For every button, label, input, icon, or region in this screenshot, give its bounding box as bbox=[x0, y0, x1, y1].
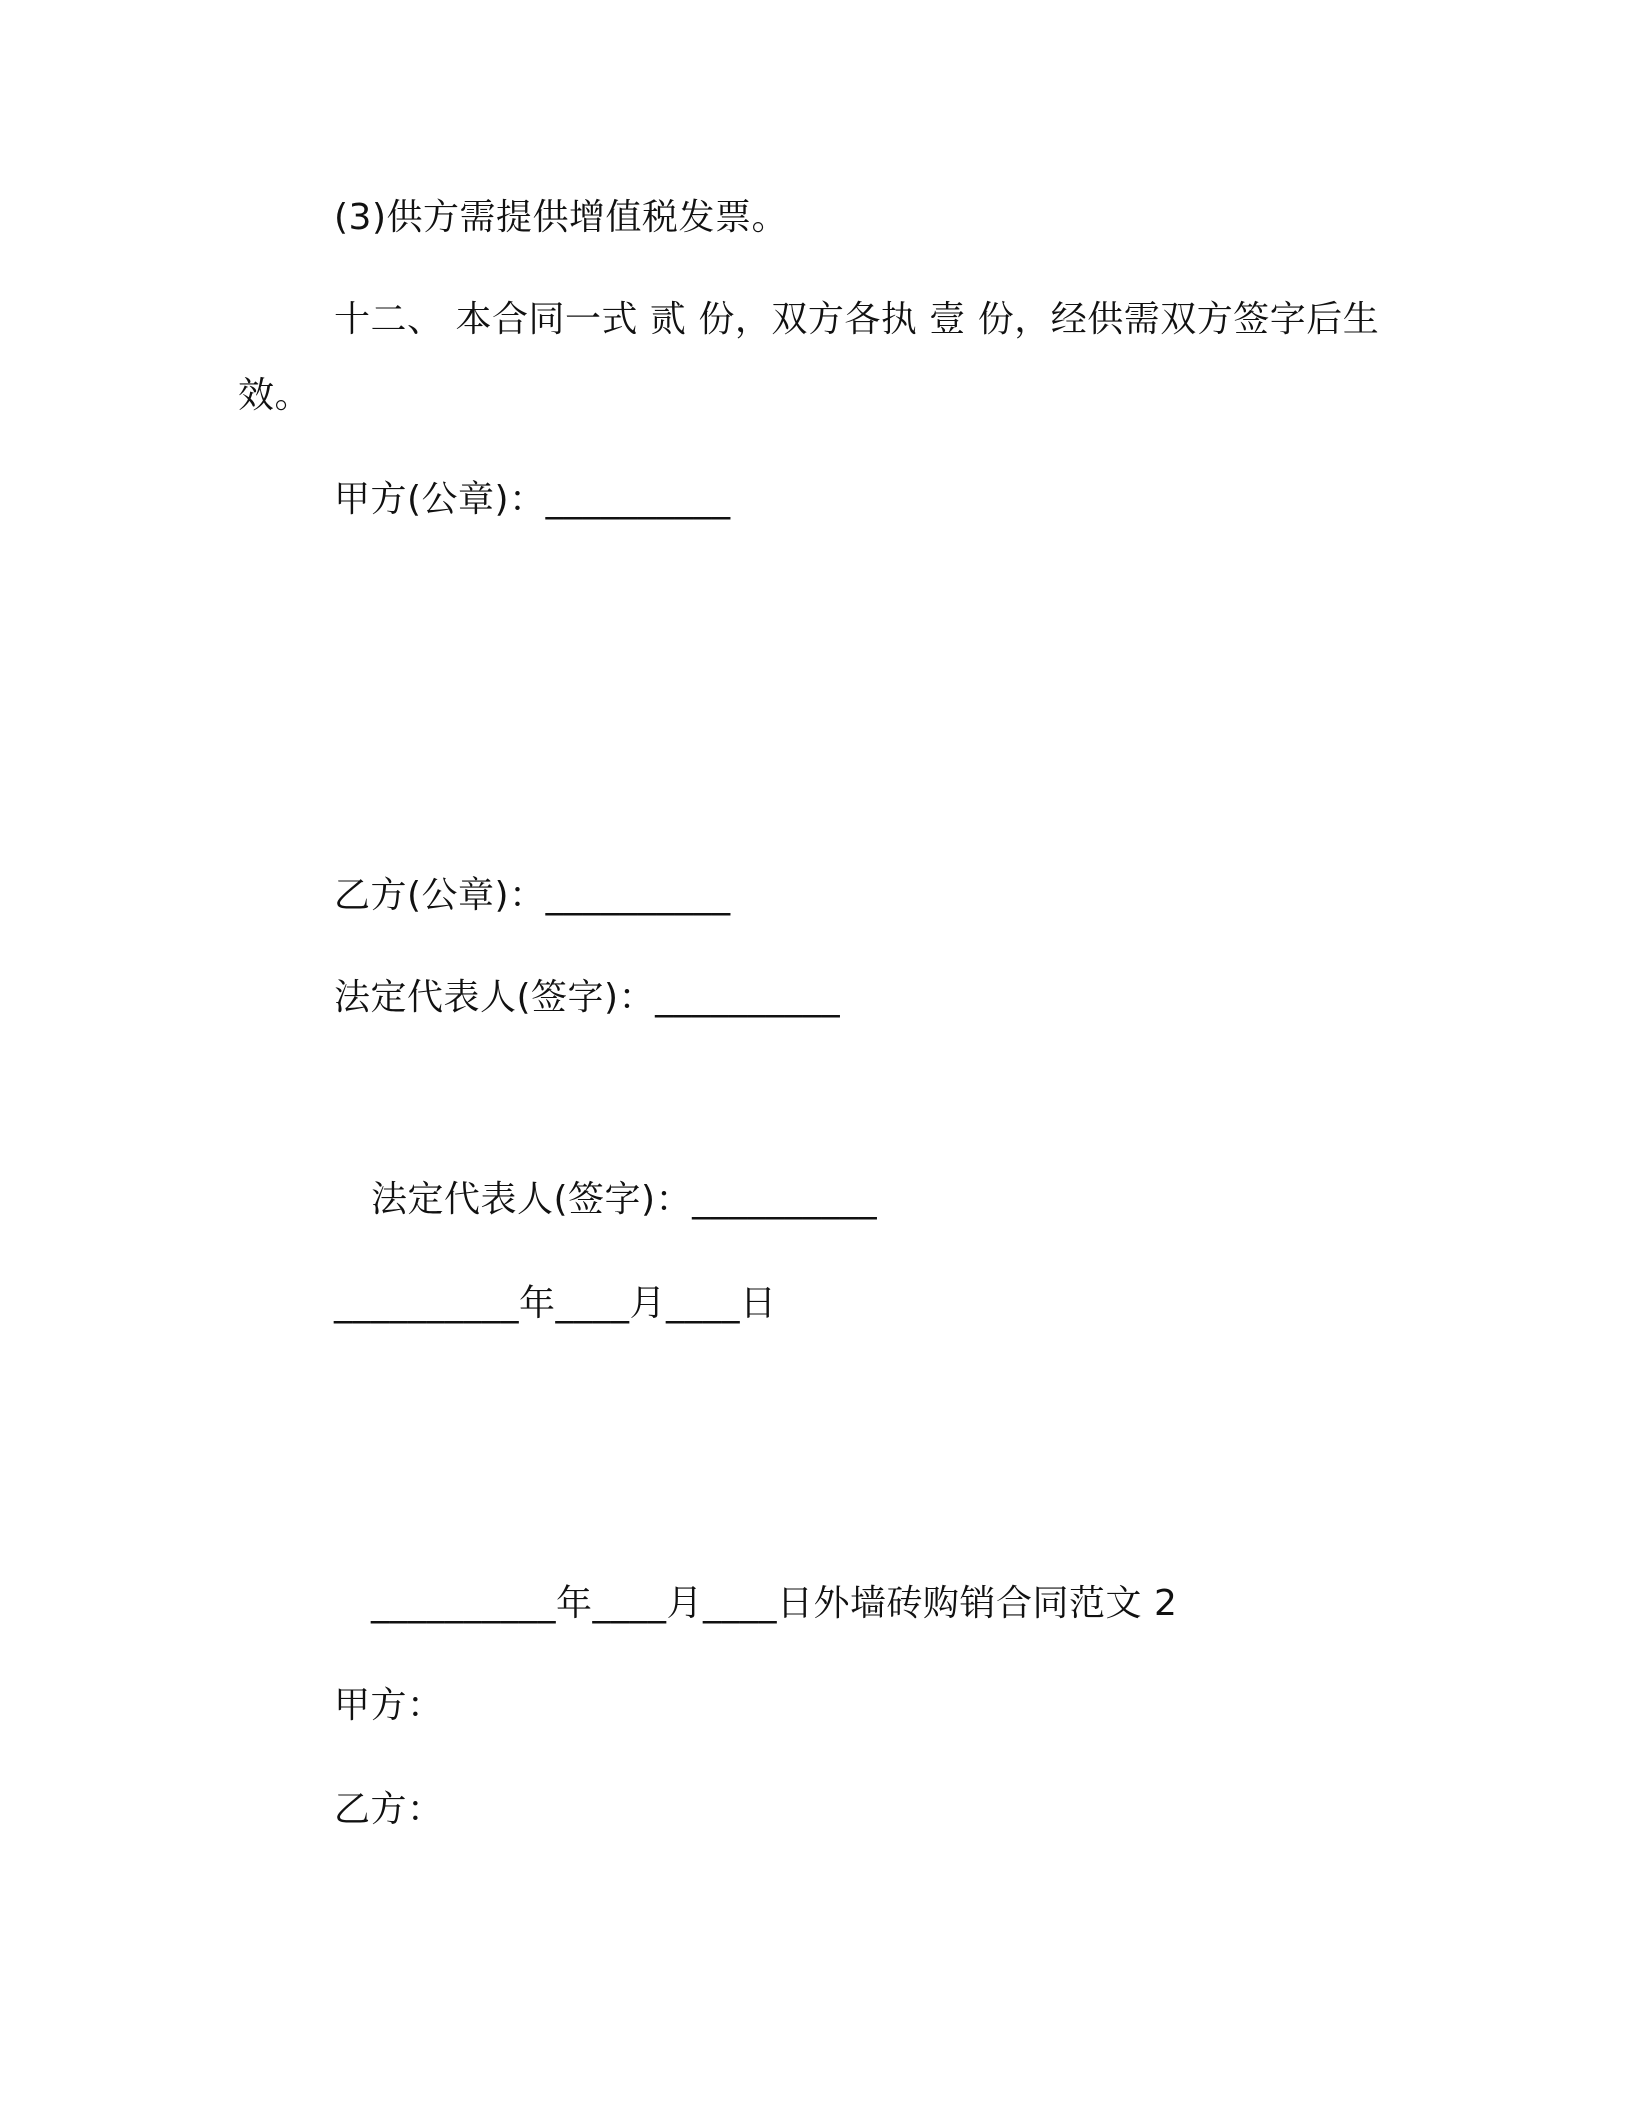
party-b-label: 乙方： bbox=[334, 1789, 444, 1830]
date-line: __________年____月____日 bbox=[334, 1283, 777, 1324]
invoice-clause: (3)供方需提供增值税发票。 bbox=[334, 197, 788, 238]
clause-twelve-line-2: 效。 bbox=[238, 375, 312, 416]
legal-representative-line-2: 法定代表人(签字)：__________ bbox=[371, 1179, 878, 1220]
party-a-label: 甲方： bbox=[334, 1685, 444, 1726]
contract-title-2: __________年____月____日外墙砖购销合同范文 2 bbox=[371, 1583, 1178, 1624]
party-b-seal-line: 乙方(公章)：__________ bbox=[334, 875, 731, 916]
legal-representative-line-1: 法定代表人(签字)：__________ bbox=[334, 977, 841, 1018]
clause-twelve-line-1: 十二、 本合同一式 贰 份，双方各执 壹 份，经供需双方签字后生 bbox=[334, 299, 1380, 340]
party-a-seal-line: 甲方(公章)：__________ bbox=[334, 479, 731, 520]
